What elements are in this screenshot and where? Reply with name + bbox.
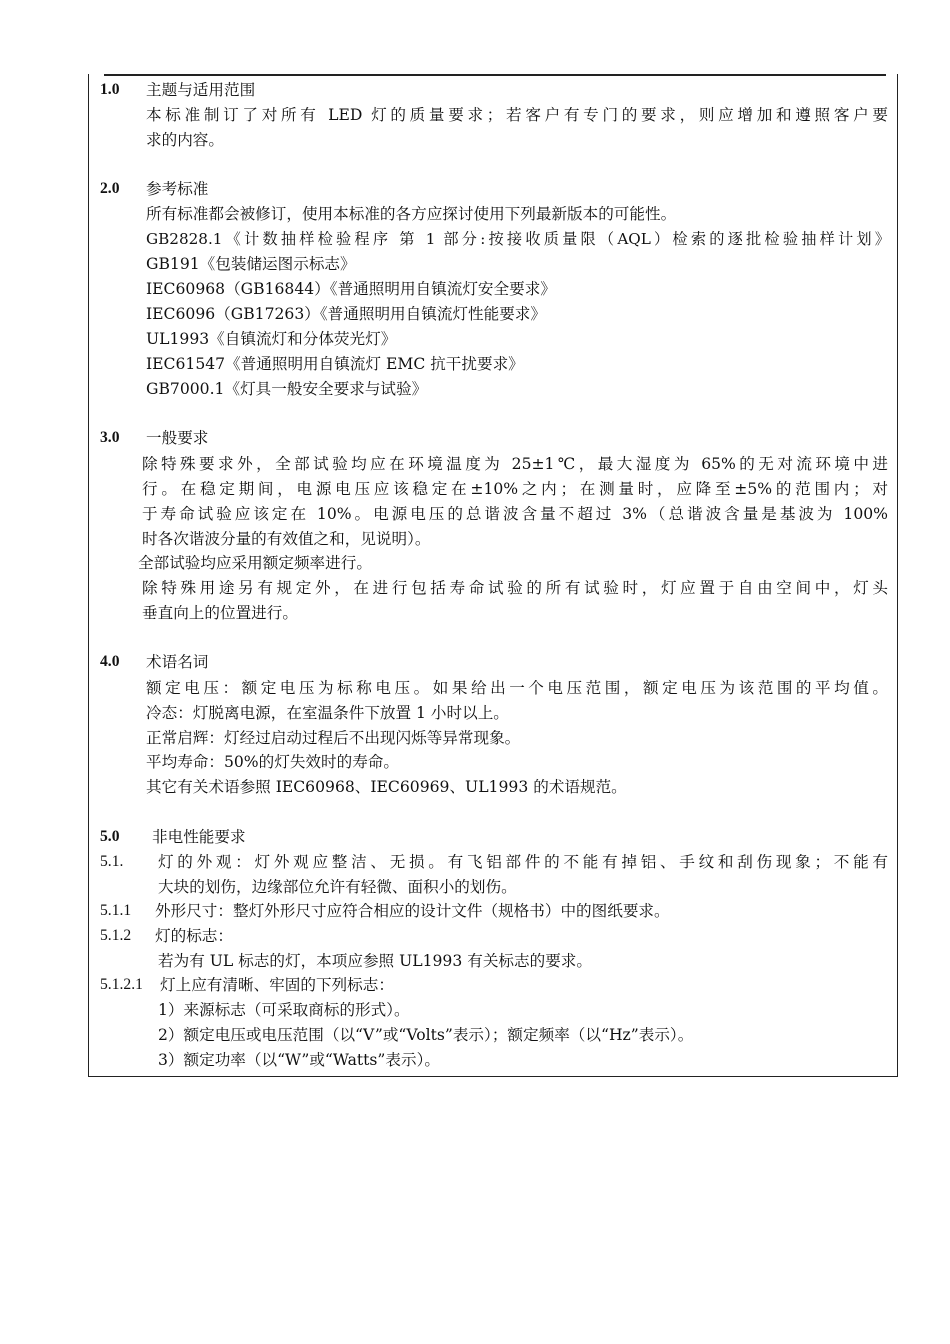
clause-number: 5.1.2	[100, 927, 132, 944]
section-number: 4.0	[100, 653, 120, 670]
term-definition: 额定电压：额定电压为标称电压。如果给出一个电压范围，额定电压为该范围的平均值。	[146, 679, 888, 697]
reference-standard: GB7000.1《灯具一般安全要求与试验》	[146, 380, 428, 398]
paragraph-line: 垂直向上的位置进行。	[142, 604, 298, 622]
paragraph-line: 全部试验均应采用额定频率进行。	[138, 554, 372, 572]
paragraph-line: 本标准制订了对所有 LED 灯的质量要求；若客户有专门的要求，则应增加和遵照客户要	[146, 106, 888, 124]
section-number: 3.0	[100, 429, 120, 446]
reference-standard: UL1993《自镇流灯和分体荧光灯》	[146, 330, 397, 348]
reference-standard: GB191《包装储运图示标志》	[146, 255, 356, 273]
section-title: 一般要求	[146, 429, 209, 447]
paragraph-line: 时各次谐波分量的有效值之和，见说明）。	[142, 530, 431, 548]
section-title: 主题与适用范围	[146, 81, 256, 99]
section-title: 术语名词	[146, 653, 209, 671]
reference-standard: IEC60968（GB16844）《普通照明用自镇流灯安全要求》	[146, 280, 556, 298]
section-title: 非电性能要求	[152, 828, 246, 846]
clause-line: 灯上应有清晰、牢固的下列标志：	[160, 976, 394, 994]
paragraph-line: 所有标准都会被修订，使用本标准的各方应探讨使用下列最新版本的可能性。	[146, 205, 677, 223]
marking-list-item: 3）额定功率（以“W”或“Watts”表示）。	[158, 1051, 440, 1069]
clause-line: 外形尺寸：整灯外形尺寸应符合相应的设计文件（规格书）中的图纸要求。	[155, 902, 670, 920]
reference-standard: IEC6096（GB17263）《普通照明用自镇流灯性能要求》	[146, 305, 546, 323]
paragraph-line: 行。在稳定期间，电源电压应该稳定在±10%之内；在测量时，应降至±5%的范围内；对	[142, 480, 888, 498]
term-definition: 其它有关术语参照 IEC60968、IEC60969、UL1993 的术语规范。	[146, 778, 627, 796]
clause-number: 5.1.2.1	[100, 976, 143, 993]
section-number: 2.0	[100, 180, 120, 197]
reference-standard: GB2828.1《计数抽样检验程序 第 1 部分:按接收质量限（AQL）检索的逐批检验抽样计划》	[146, 230, 890, 248]
section-number: 1.0	[100, 81, 120, 98]
clause-line: 大块的划伤，边缘部位允许有轻微、面积小的划伤。	[158, 878, 517, 896]
clause-number: 5.1.	[100, 853, 124, 870]
clause-number: 5.1.1	[100, 902, 132, 919]
term-definition: 冷态：灯脱离电源，在室温条件下放置 1 小时以上。	[146, 704, 509, 722]
clause-line: 若为有 UL 标志的灯，本项应参照 UL1993 有关标志的要求。	[158, 952, 592, 970]
paragraph-line: 除特殊用途另有规定外，在进行包括寿命试验的所有试验时，灯应置于自由空间中，灯头	[142, 579, 888, 597]
term-definition: 正常启辉：灯经过启动过程后不出现闪烁等异常现象。	[146, 729, 521, 747]
clause-line: 灯的标志：	[155, 927, 233, 945]
paragraph-line: 除特殊要求外，全部试验均应在环境温度为 25±1℃，最大湿度为 65%的无对流环境中进	[142, 455, 888, 473]
marking-list-item: 1）来源标志（可采取商标的形式）。	[158, 1001, 410, 1019]
section-title: 参考标准	[146, 180, 209, 198]
clause-line: 灯的外观：灯外观应整洁、无损。有飞铝部件的不能有掉铝、手纹和刮伤现象；不能有	[158, 853, 888, 871]
marking-list-item: 2）额定电压或电压范围（以“V”或“Volts”表示）；额定频率（以“Hz”表示）。	[158, 1026, 694, 1044]
paragraph-line: 于寿命试验应该定在 10%。电源电压的总谐波含量不超过 3%（总谐波含量是基波为 100%	[142, 505, 888, 523]
reference-standard: IEC61547《普通照明用自镇流灯 EMC 抗干扰要求》	[146, 355, 524, 373]
section-number: 5.0	[100, 828, 120, 845]
term-definition: 平均寿命：50%的灯失效时的寿命。	[146, 753, 399, 771]
paragraph-line: 求的内容。	[146, 131, 224, 149]
